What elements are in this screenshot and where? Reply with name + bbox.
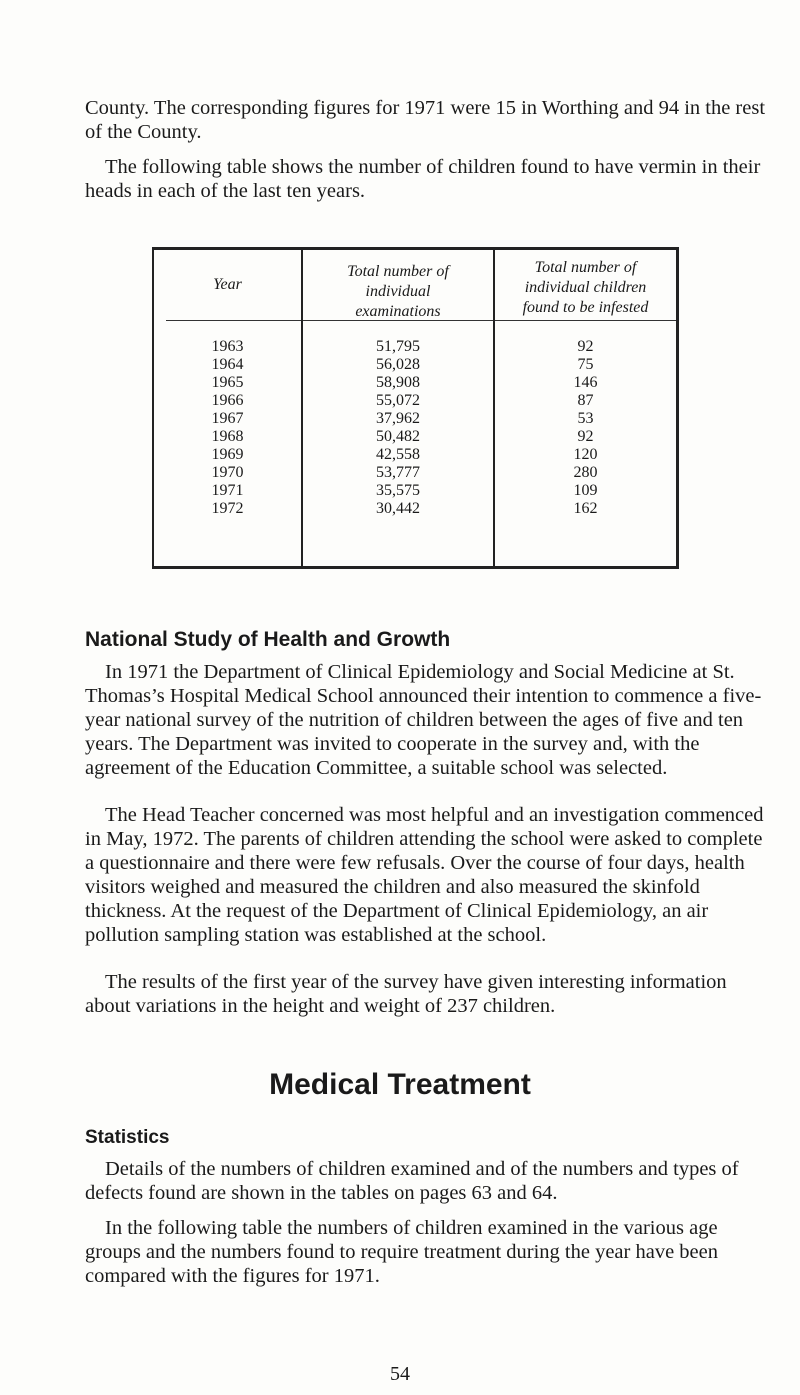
table-cell-year: 1971 — [211, 482, 244, 499]
national-study-paragraph-2: The Head Teacher concerned was most helpful and an investigation commenced in May, 1972. The parents of children attending the school were asked to complete a questionnaire and there were few refusals. Over the course of four days, health visitors weighed and measured the children and also measured the skinfold thickness. At the request of the Department of Clinical Epidemiology, an air pollution sampling station was established at the school. — [85, 804, 764, 946]
table-cell-infested: 92 — [577, 428, 594, 445]
table-cell-examinations: 42,558 — [376, 446, 420, 463]
table-cell-examinations: 58,908 — [376, 374, 420, 391]
table-cell-infested: 75 — [577, 356, 594, 373]
table-cell-year: 1970 — [211, 464, 244, 481]
infested-header-label: Total number of individual children found to be infested — [522, 259, 649, 316]
national-study-heading: National Study of Health and Growth — [85, 628, 451, 651]
infested-cells — [495, 338, 676, 518]
table-cell-infested: 109 — [573, 482, 598, 499]
examinations-header-label: Total number of individual examinations — [347, 263, 449, 320]
table-cell-infested: 120 — [573, 446, 598, 463]
national-study-paragraph-1: In 1971 the Department of Clinical Epidemiology and Social Medicine at St. Thomas’s Hospital Medical School announced their intention to commence a five-year national survey of the nutrition of children between the ages of five and ten years. The Department was invited to cooperate in the survey and, with the agreement of the Education Committee, a suitable school was selected. — [85, 661, 762, 779]
table-cell-year: 1963 — [211, 338, 244, 355]
medical-treatment-paragraph-2: In the following table the numbers of children examined in the various age groups and the numbers found to require treatment during the year have been compared with the figures for 1971. — [85, 1217, 719, 1287]
table-cell-infested: 92 — [577, 338, 594, 355]
table-cell-year: 1968 — [211, 428, 244, 445]
national-study-paragraph-3: The results of the first year of the survey have given interesting information about variations in the height and weight of 237 children. — [85, 971, 727, 1017]
table-cell-infested: 162 — [573, 500, 598, 517]
table-cell-year: 1969 — [211, 446, 244, 463]
year-column — [154, 250, 301, 566]
examinations-cells — [303, 338, 493, 518]
infested-header — [495, 250, 676, 318]
examinations-column — [301, 250, 493, 566]
intro-paragraph-1: County. The corresponding figures for 1971 were 15 in Worthing and 94 in the rest of the County. — [85, 97, 766, 143]
table-cell-infested: 53 — [577, 410, 594, 427]
table-cell-infested: 87 — [577, 392, 594, 409]
infested-column — [493, 250, 676, 566]
table-cell-infested: 280 — [573, 464, 598, 481]
table-cell-examinations: 56,028 — [376, 356, 420, 373]
medical-treatment-paragraph-1: Details of the numbers of children examined and of the numbers and types of defects found are shown in the tables on pages 63 and 64. — [85, 1158, 739, 1204]
table-cell-examinations: 30,442 — [376, 500, 420, 517]
table-cell-year: 1972 — [211, 500, 244, 517]
table-cell-year: 1967 — [211, 410, 244, 427]
page-number: 54 — [390, 1363, 410, 1385]
table-cell-year: 1966 — [211, 392, 244, 409]
examinations-header — [303, 250, 493, 322]
table-cell-examinations: 53,777 — [376, 464, 420, 481]
medical-treatment-heading: Medical Treatment — [269, 1068, 531, 1101]
table-cell-examinations: 35,575 — [376, 482, 420, 499]
table-cell-year: 1965 — [211, 374, 244, 391]
year-header — [154, 250, 301, 319]
vermin-table — [152, 247, 679, 569]
table-cell-examinations: 50,482 — [376, 428, 420, 445]
table-cell-examinations: 51,795 — [376, 338, 420, 355]
year-cells — [154, 338, 301, 518]
table-cell-examinations: 55,072 — [376, 392, 420, 409]
year-header-label: Year — [213, 275, 242, 293]
intro-paragraph-2: The following table shows the number of children found to have vermin in their heads in each of the last ten years. — [85, 156, 761, 202]
table-cell-infested: 146 — [573, 374, 598, 391]
table-cell-year: 1964 — [211, 356, 244, 373]
statistics-subheading: Statistics — [85, 1127, 170, 1148]
table-cell-examinations: 37,962 — [376, 410, 420, 427]
